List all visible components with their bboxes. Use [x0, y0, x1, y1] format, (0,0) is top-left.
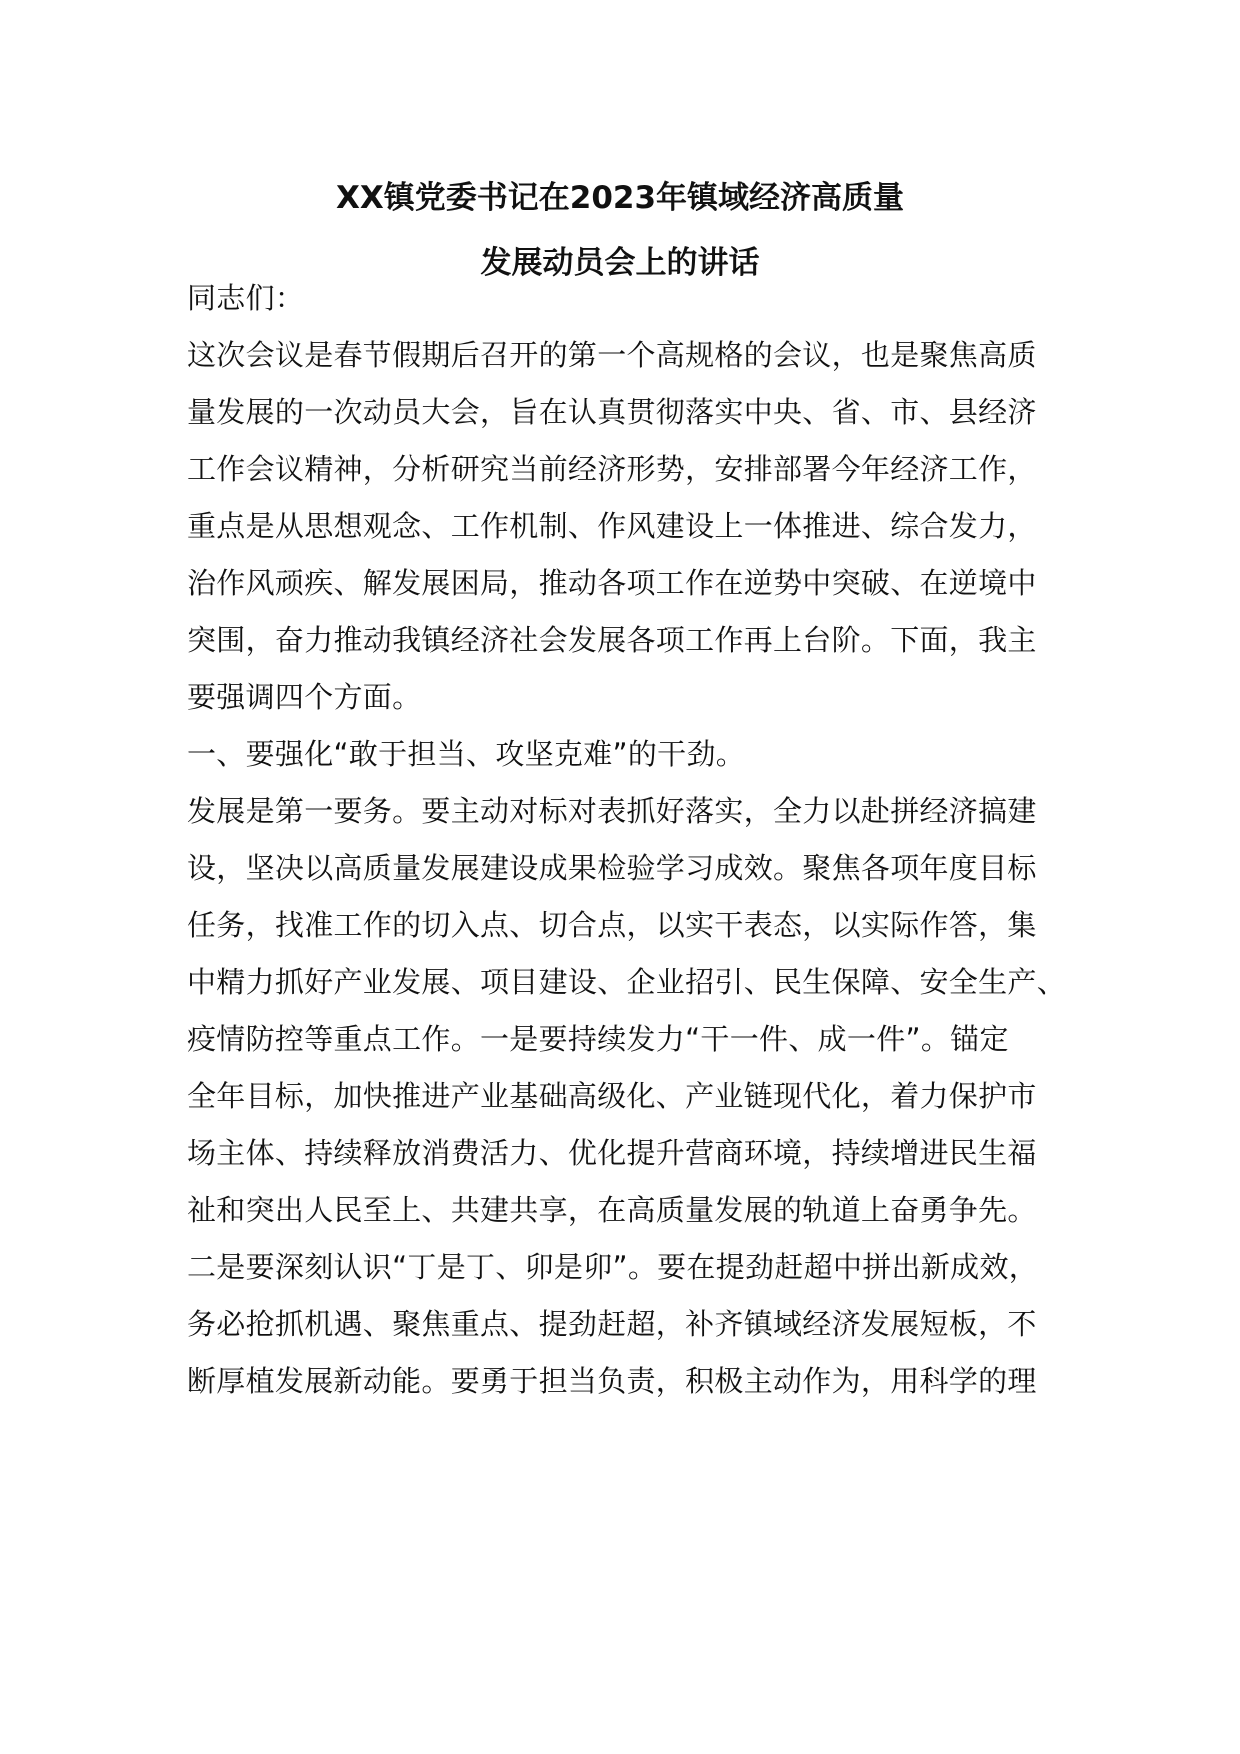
paragraph-line: 要强调四个方面。 [187, 680, 422, 714]
paragraph-line: 设，坚决以高质量发展建设成果检验学习成效。聚焦各项年度目标 [187, 851, 1037, 885]
document-title-line-1: XX镇党委书记在2023年镇域经济高质量 [335, 180, 905, 216]
paragraph-line: 这次会议是春节假期后召开的第一个高规格的会议，也是聚焦高质 [187, 338, 1037, 372]
paragraph-line: 治作风顽疾、解发展困局，推动各项工作在逆势中突破、在逆境中 [187, 566, 1037, 600]
section-heading: 一、要强化“敢于担当、攻坚克难”的干劲。 [187, 737, 746, 771]
document-title-line-2: 发展动员会上的讲话 [480, 245, 760, 281]
paragraph-line: 量发展的一次动员大会，旨在认真贯彻落实中央、省、市、县经济 [187, 395, 1037, 429]
paragraph-line: 任务，找准工作的切入点、切合点，以实干表态，以实际作答，集 [187, 908, 1037, 942]
paragraph-line: 祉和突出人民至上、共建共享，在高质量发展的轨道上奋勇争先。 [187, 1193, 1037, 1227]
paragraph-line: 发展是第一要务。要主动对标对表抓好落实，全力以赴拼经济搞建 [187, 794, 1037, 828]
paragraph-line: 工作会议精神，分析研究当前经济形势，安排部署今年经济工作， [187, 452, 1037, 486]
salutation: 同志们： [187, 281, 305, 315]
paragraph-line: 全年目标，加快推进产业基础高级化、产业链现代化，着力保护市 [187, 1079, 1037, 1113]
paragraph-line: 重点是从思想观念、工作机制、作风建设上一体推进、综合发力， [187, 509, 1037, 543]
paragraph-line: 场主体、持续释放消费活力、优化提升营商环境，持续增进民生福 [187, 1136, 1037, 1170]
paragraph-line: 中精力抓好产业发展、项目建设、企业招引、民生保障、安全生产、 [187, 965, 1067, 999]
paragraph-line: 务必抢抓机遇、聚焦重点、提劲赶超，补齐镇域经济发展短板，不 [187, 1307, 1037, 1341]
paragraph-line: 断厚植发展新动能。要勇于担当负责，积极主动作为，用科学的理 [187, 1364, 1037, 1398]
paragraph-line: 突围，奋力推动我镇经济社会发展各项工作再上台阶。下面，我主 [187, 623, 1037, 657]
paragraph-line: 二是要深刻认识“丁是丁、卯是卯”。要在提劲赶超中拼出新成效， [187, 1250, 1039, 1284]
paragraph-line: 疫情防控等重点工作。一是要持续发力“干一件、成一件”。锚定 [187, 1022, 1009, 1056]
